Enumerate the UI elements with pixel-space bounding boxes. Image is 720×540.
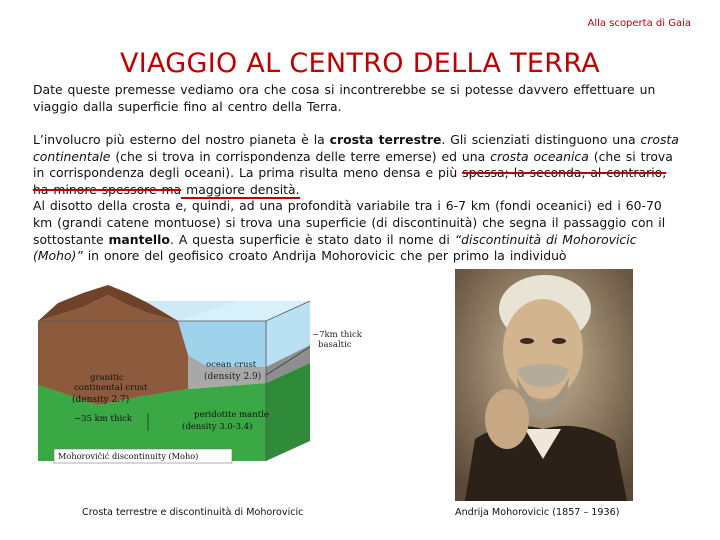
crosta-oceanica-term: crosta oceanica: [490, 148, 589, 164]
body-text: L’involucro più esterno del nostro pianeta è la: [33, 132, 330, 147]
body-text: . Gli scienziati distinguono una: [441, 132, 641, 147]
continental-crust-label: continental crust: [74, 383, 148, 393]
ocean-thick-label: ~7km thick: [312, 330, 362, 340]
figure-caption-left: Crosta terrestre e discontinuità di Mohorovicic: [82, 507, 304, 518]
moho-term: “discontinuità di Mohorovicic (Moho)”: [33, 231, 637, 264]
header-note: Alla scoperta di Gaia: [587, 18, 691, 29]
continental-thick-label: ~35 km thick: [74, 414, 133, 424]
underlined-text: maggiore densità.: [181, 181, 300, 197]
crosta-terrestre-term: crosta terrestre: [329, 132, 442, 147]
mantle-label: peridotite mantle: [194, 410, 269, 420]
body-text: (che si trova in corrispondenza delle terre emerse) ed una: [110, 148, 491, 164]
body-text: Al disotto della crosta e, quindi, ad una profondità variabile tra i 6-7 km (fondi oceanici) ed i 60-70 km (grandi catene montuose) si trova una superficie (di discontinuità) che segna il passaggio con il sottostante: [33, 198, 666, 247]
mohorovicic-portrait: [455, 269, 633, 501]
body-text: in onore del geofisico croato Andrija Mohorovicic che per primo la individuò: [82, 248, 567, 264]
ocean-crust-label: ocean crust: [206, 360, 257, 370]
page-title: VIAGGIO AL CENTRO DELLA TERRA: [119, 48, 601, 79]
ocean-density-label: (density 2.9): [204, 372, 262, 382]
figure-caption-right: Andrija Mohorovicic (1857 – 1936): [455, 507, 620, 518]
body-text: (che si trova in corrispondenza degli oceani). La prima risulta meno densa e più: [33, 148, 673, 181]
mantello-term: mantello: [108, 231, 170, 247]
struck-text: spessa; la seconda, al contrario, ha minore spessore ma: [33, 165, 667, 197]
crust-diagram: [38, 285, 366, 497]
moho-label: Mohorovičić discontinuity (Moho): [58, 451, 199, 461]
body-text: . A questa superficie è stato dato il nome di: [169, 231, 455, 247]
body-paragraph: [33, 132, 681, 265]
intro-paragraph: Date queste premesse vediamo ora che cosa si incontrerebbe se si potesse davvero effettuare un viaggio dalla superficie fino al centro della Terra.: [33, 82, 656, 114]
crosta-continentale-term: crosta continentale: [33, 132, 679, 164]
mantle-density-label: (density 3.0-3.4): [182, 422, 253, 432]
granitic-label: granitic: [90, 373, 124, 383]
continental-density-label: (density 2.7): [72, 395, 130, 405]
basaltic-label: basaltic: [318, 340, 352, 350]
